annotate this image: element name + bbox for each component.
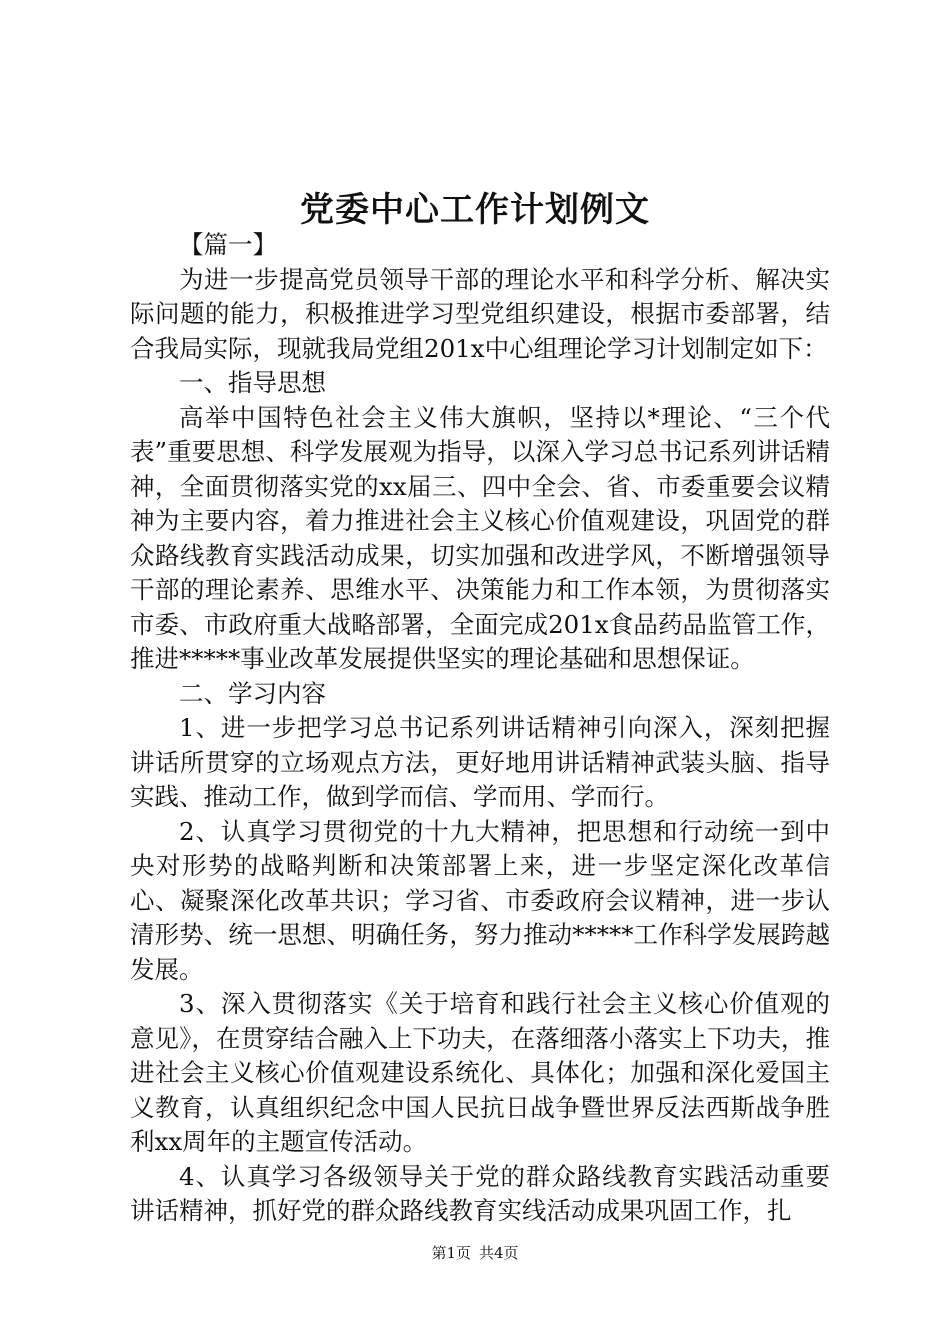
page-number: 第1页	[431, 1244, 471, 1262]
document-body	[130, 228, 830, 1229]
document-title: 党委中心工作计划例文	[300, 190, 650, 230]
study-item-4: 4、认真学习各级领导关于党的群众路线教育实践活动重要讲话精神，抓好党的群众路线教育实线活动成果巩固工作，扎	[130, 1161, 830, 1225]
page-total: 共4页	[479, 1244, 519, 1262]
section-heading-part-one: 【篇一】	[179, 230, 277, 259]
intro-paragraph: 为进一步提高党员领导干部的理论水平和科学分析、解决实际问题的能力，积极推进学习型党组织建设，根据市委部署，结合我局实际，现就我局党组201x中心组理论学习计划制定如下：	[130, 264, 830, 363]
section-heading-study-content: 二、学习内容	[179, 678, 326, 708]
page-footer	[0, 1243, 950, 1263]
study-item-2: 2、认真学习贯彻党的十九大精神，把思想和行动统一到中央对形势的战略判断和决策部署上来，进一步坚定深化改革信心、凝聚深化改革共识；学习省、市委政府会议精神，进一步认清形势、统一思想、明确任务，努力推动*****工作科学发展跨越发展。	[130, 816, 830, 984]
study-item-3: 3、深入贯彻落实《关于培育和践行社会主义核心价值观的意见》，在贯穿结合融入上下功夫，在落细落小落实上下功夫，推进社会主义核心价值观建设系统化、具体化；加强和深化爱国主义教育，认真组织纪念中国人民抗日战争暨世界反法西斯战争胜利xx周年的主题宣传活动。	[130, 989, 830, 1156]
guiding-thought-paragraph: 高举中国特色社会主义伟大旗帜，坚持以*理论、“三个代表”重要思想、科学发展观为指导，以深入学习总书记系列讲话精神，全面贯彻落实党的xx届三、四中全会、省、市委重要会议精神为主要内容，着力推进社会主义核心价值观建设，巩固党的群众路线教育实践活动成果，切实加强和改进学风，不断增强领导干部的理论素养、思维水平、决策能力和工作本领，为贯彻落实市委、市政府重大战略部署，全面完成201x食品药品监管工作，推进*****事业改革发展提供坚实的理论基础和思想保证。	[130, 402, 830, 673]
study-item-1: 1、进一步把学习总书记系列讲话精神引向深入，深刻把握讲话所贯穿的立场观点方法，更好地用讲话精神武装头脑、指导实践、推动工作，做到学而信、学而用、学而行。	[130, 713, 830, 811]
section-heading-guiding-thought: 一、指导思想	[179, 368, 326, 397]
